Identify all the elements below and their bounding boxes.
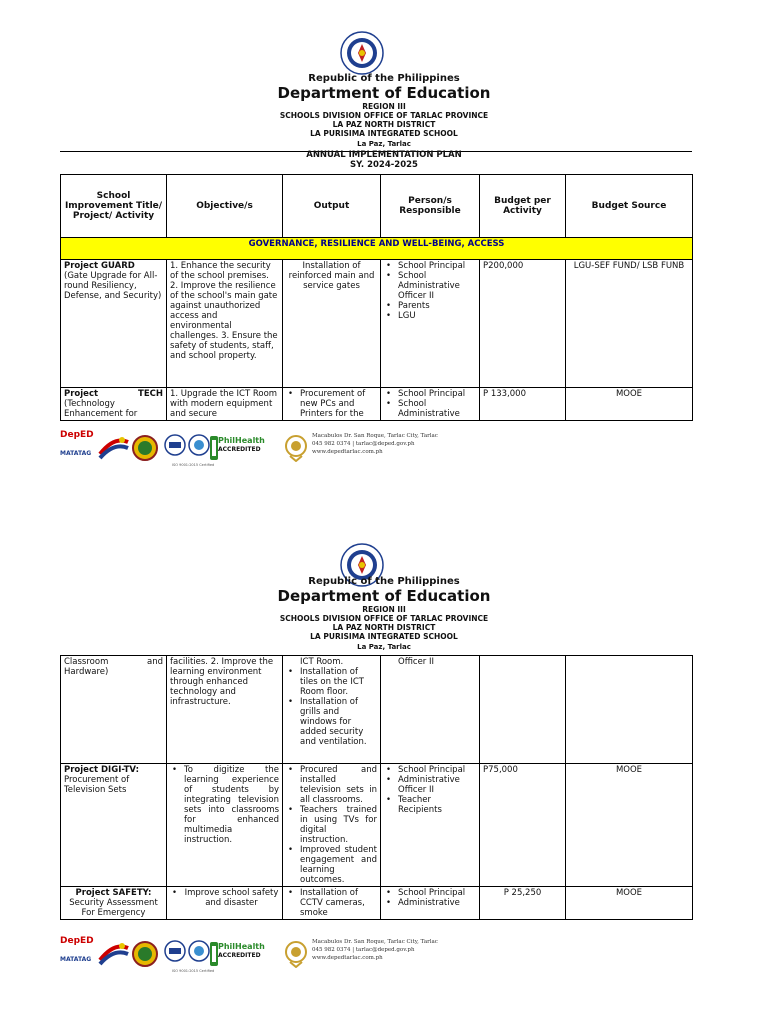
person-item: • School Principal [384, 888, 476, 898]
division-seal-icon [132, 940, 158, 968]
budget-cell: P75,000 [480, 764, 566, 887]
project-title-cell [61, 260, 167, 388]
output-item: • Installation of CCTV cameras, smoke [286, 888, 377, 918]
person-continued: Officer II [398, 657, 435, 667]
output-item: • Improved student engagement and learning outcomes. [286, 845, 377, 885]
col-header-objectives: Objective/s [167, 175, 283, 238]
person-item: • School Principal [384, 261, 476, 271]
plan-table-page-1 [60, 174, 693, 421]
project-desc: Security Assessment For Emergency [69, 898, 158, 918]
person-item: • Administrative [384, 898, 476, 908]
deped-seal-icon [333, 31, 391, 75]
division-label: SCHOOLS DIVISION OFFICE OF TARLAC PROVINCE [279, 111, 489, 120]
footer-website: www.depedtarlac.com.ph [312, 955, 383, 961]
output-item: • Installation of tiles on the ICT Room floor. [286, 667, 377, 697]
iso-cert-2-icon [188, 940, 210, 962]
project-desc: (Gate Upgrade for All-round Resiliency, Defense, and Security) [64, 271, 162, 301]
footer-contact [312, 432, 438, 456]
footer-address: Macabulos Dr. San Roque, Tarlac City, Tarlac [312, 939, 438, 945]
person-item: • School Principal [384, 765, 476, 775]
source-cell: MOOE [566, 764, 693, 887]
republic-label: Republic of the Philippines [308, 73, 460, 84]
footer-website: www.depedtarlac.com.ph [312, 449, 383, 455]
col-header-source: Budget Source [566, 175, 693, 238]
output-cell: Installation of reinforced main and service gates [283, 260, 381, 388]
section-band-row [61, 238, 693, 260]
table-row [61, 887, 693, 920]
bagong-pilipinas-logo-icon [98, 940, 130, 968]
output-continued: ICT Room. [300, 657, 344, 667]
iso-cert-icon [164, 940, 186, 962]
objectives-cell: 1. Upgrade the ICT Room with modern equipment and secure [167, 388, 283, 421]
matatag-text: MATATAG [60, 450, 92, 457]
accredited-text: ACCREDITED [218, 446, 261, 453]
footer [60, 430, 460, 470]
project-title: Project SAFETY: [75, 888, 152, 898]
philhealth-text: PhilHealth [218, 436, 265, 445]
project-title: Project GUARD [64, 261, 135, 271]
budget-cell: P 133,000 [480, 388, 566, 421]
budget-cell [480, 656, 566, 764]
project-desc: (Technology Enhancement for [64, 399, 138, 419]
project-title-cell: Classroom and Hardware) [61, 656, 167, 764]
iso-label: ISO 9001:2015 Certified [172, 463, 215, 467]
region-label: REGION III [362, 102, 406, 111]
col-header-persons: Person/s Responsible [381, 175, 480, 238]
bagong-pilipinas-logo-icon [98, 434, 130, 462]
objectives-cell [167, 887, 283, 920]
location-label: La Paz, Tarlac [357, 643, 411, 651]
person-item: • School Administrative [384, 399, 476, 419]
project-title: Project TECH [64, 389, 163, 399]
table-row [61, 388, 693, 421]
philhealth-icon [210, 942, 218, 966]
accredited-text: ACCREDITED [218, 952, 261, 959]
objective-item: • To digitize the learning experience of students by integrating television sets into classrooms for enhanced multimedia instruction. [170, 765, 279, 845]
output-item: • Installation of grills and windows for added security and ventilation. [286, 697, 377, 747]
philhealth-icon [210, 436, 218, 460]
persons-cell [381, 656, 480, 764]
philhealth-text: PhilHealth [218, 942, 265, 951]
deped-logo-text: DepED [60, 936, 94, 946]
objectives-cell [167, 764, 283, 887]
philhealth-badge [218, 436, 265, 454]
table-row [61, 260, 693, 388]
deped-matatag-logo [60, 936, 92, 974]
source-cell: MOOE [566, 388, 693, 421]
district-label: LA PAZ NORTH DISTRICT [332, 623, 436, 632]
project-desc: Procurement of Television Sets [64, 775, 130, 795]
source-cell [566, 656, 693, 764]
school-label: LA PURISIMA INTEGRATED SCHOOL [310, 129, 458, 138]
footer-phone-email: 045 982 0374 | tarlac@deped.gov.ph [312, 441, 415, 447]
person-item: • School Principal [384, 389, 476, 399]
source-cell: LGU-SEF FUND/ LSB FUNB [566, 260, 693, 388]
output-cell [283, 887, 381, 920]
page-2 [0, 512, 768, 1024]
output-cell [283, 656, 381, 764]
objectives-cell: 1. Enhance the security of the school premises. 2. Improve the resilience of the school's main gate against unauthorized access and environmental challenges. 3. Ensure the safety of students, staff, and school property. [167, 260, 283, 388]
footer-contact [312, 938, 438, 962]
output-cell [283, 388, 381, 421]
iso-cert-icon [164, 434, 186, 456]
division-seal-icon [132, 434, 158, 462]
person-item: • Teacher Recipients [384, 795, 476, 815]
budget-cell: P 25,250 [480, 887, 566, 920]
budget-cell: P200,000 [480, 260, 566, 388]
persons-cell [381, 260, 480, 388]
district-label: LA PAZ NORTH DISTRICT [332, 120, 436, 129]
source-cell: MOOE [566, 887, 693, 920]
output-item: • Procurement of new PCs and Printers for the [286, 389, 377, 419]
project-title-cell [61, 388, 167, 421]
col-header-output: Output [283, 175, 381, 238]
gold-seal-icon [284, 940, 308, 968]
project-title-cell [61, 887, 167, 920]
plan-title: ANNUAL IMPLEMENTATION PLAN [306, 150, 462, 160]
col-header-title: School Improvement Title/ Project/ Activity [61, 175, 167, 238]
section-band: GOVERNANCE, RESILIENCE AND WELL-BEING, ACCESS [61, 238, 693, 260]
plan-table-page-2 [60, 655, 693, 920]
philhealth-badge [218, 942, 265, 960]
col-header-budget: Budget per Activity [480, 175, 566, 238]
output-item: • Procured and installed television sets in all classrooms. [286, 765, 377, 805]
person-item: • Parents [384, 301, 476, 311]
iso-label: ISO 9001:2015 Certified [172, 969, 215, 973]
project-title: Project DIGI-TV: [64, 765, 140, 775]
footer-address: Macabulos Dr. San Roque, Tarlac City, Tarlac [312, 433, 438, 439]
republic-label: Republic of the Philippines [308, 576, 460, 587]
footer-phone-email: 045 982 0374 | tarlac@deped.gov.ph [312, 947, 415, 953]
gold-seal-icon [284, 434, 308, 462]
person-item: • Administrative Officer II [384, 775, 476, 795]
iso-cert-2-icon [188, 434, 210, 456]
output-cell [283, 764, 381, 887]
region-label: REGION III [362, 605, 406, 614]
table-row [61, 656, 693, 764]
objectives-cell: facilities. 2. Improve the learning environment through enhanced technology and infrastructure. [167, 656, 283, 764]
objective-item: • Improve school safety and disaster [170, 888, 279, 908]
table-row [61, 764, 693, 887]
output-item: • Teachers trained in using TVs for digital instruction. [286, 805, 377, 845]
location-label: La Paz, Tarlac [357, 140, 411, 148]
school-year: SY. 2024-2025 [350, 160, 418, 170]
school-label: LA PURISIMA INTEGRATED SCHOOL [310, 632, 458, 641]
deped-matatag-logo [60, 430, 92, 468]
person-item: • School Administrative Officer II [384, 271, 476, 301]
table-header-row [61, 175, 693, 238]
footer [60, 936, 460, 976]
persons-cell [381, 887, 480, 920]
person-item: • LGU [384, 311, 476, 321]
department-title: Department of Education [277, 84, 491, 102]
matatag-text: MATATAG [60, 956, 92, 963]
division-label: SCHOOLS DIVISION OFFICE OF TARLAC PROVINCE [279, 614, 489, 623]
deped-logo-text: DepED [60, 430, 94, 440]
persons-cell [381, 764, 480, 887]
project-title-cell [61, 764, 167, 887]
persons-cell [381, 388, 480, 421]
department-title: Department of Education [277, 587, 491, 605]
